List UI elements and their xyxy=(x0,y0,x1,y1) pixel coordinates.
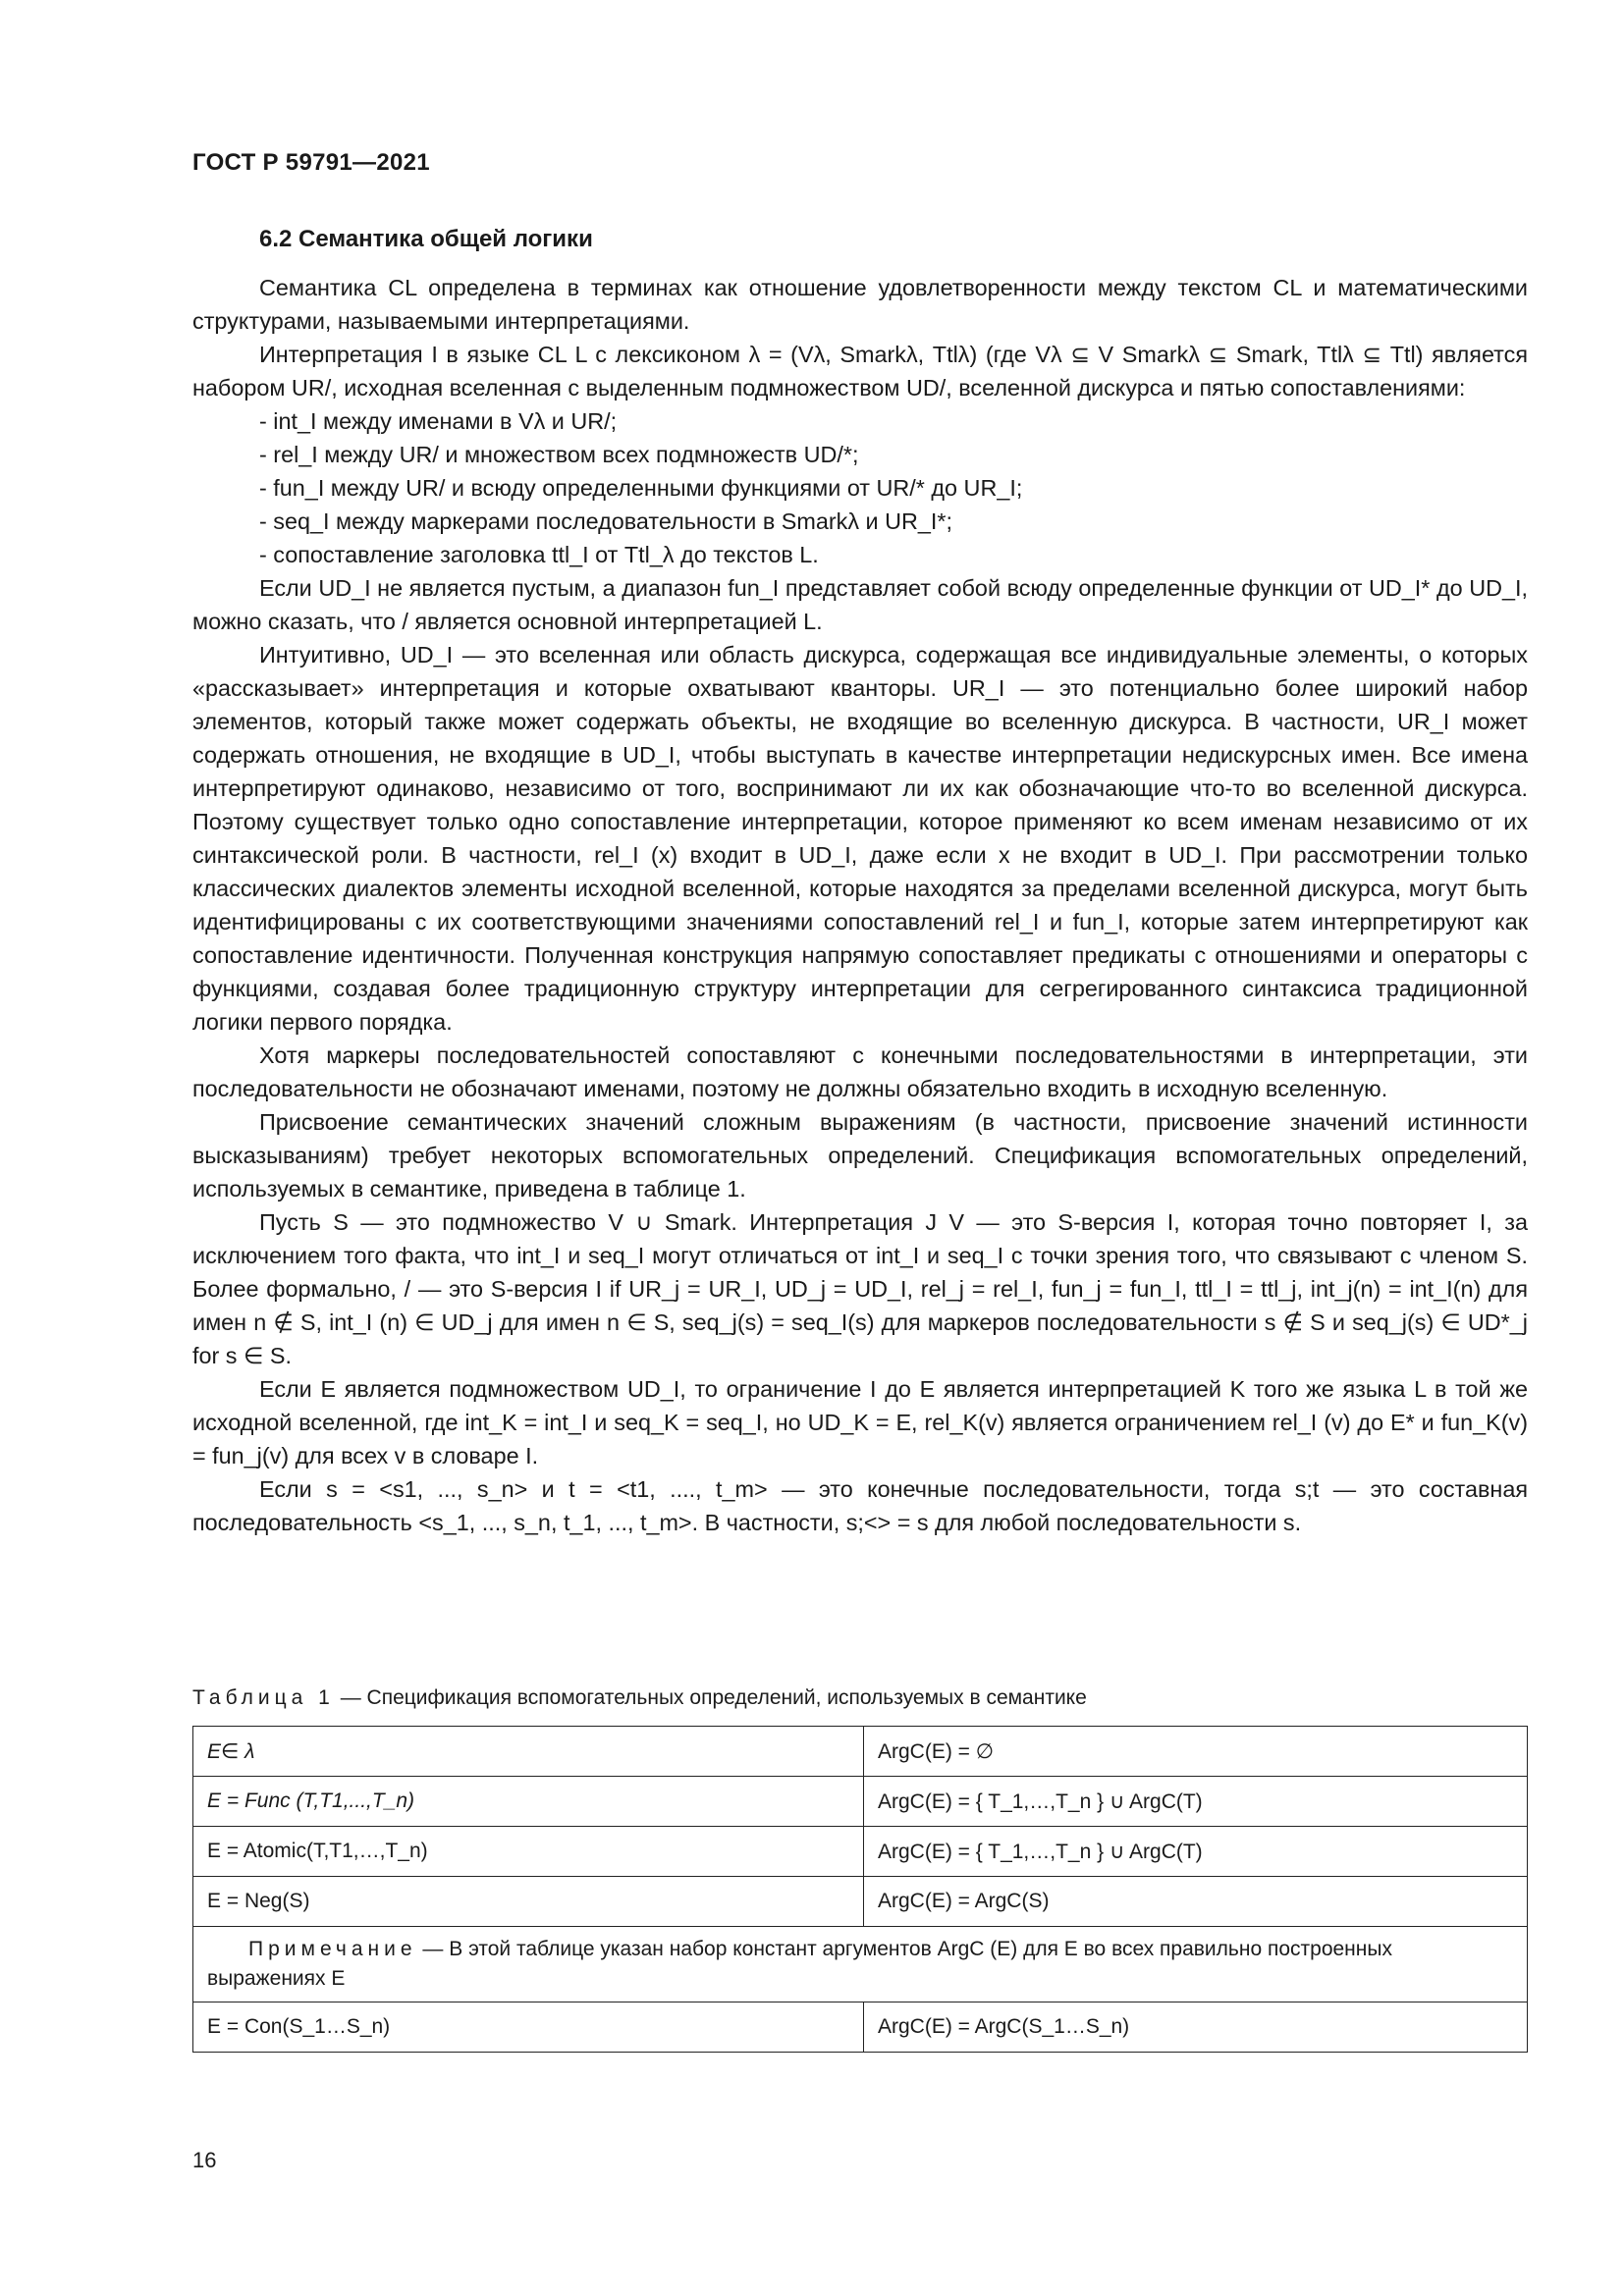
paragraph: Семантика CL определена в терминах как отношение удовлетворенности между текстом CL и математическими структурами, называемыми интерпретациями. xyxy=(192,275,1528,334)
table-cell: E = Con(S_1…S_n) xyxy=(193,2002,864,2053)
table-cell: ArgC(E) = ArgC(S) xyxy=(864,1877,1528,1927)
paragraph: Если E является подмножеством UD_I, то ограничение I до E является интерпретацией K того же языка L в той же исходной вселенной, где int_K = int_I и seq_K = seq_I, но UD_K = E, rel_K(v) является ограничением rel_I (v) до E* и fun_K(v) = fun_j(v) для всех v в словаре I. xyxy=(192,1376,1528,1468)
table-caption-text: — Спецификация вспомогательных определений, используемых в семантике xyxy=(334,1686,1087,1709)
page-number: 16 xyxy=(192,2148,217,2172)
table-cell: ArgC(E) = ∅ xyxy=(864,1727,1528,1777)
paragraph: Если s = <s1, ..., s_n> и t = <t1, ...., t_m> — это конечные последовательности, тогда s;t — это составная последовательность <s_1, ..., s_n, t_1, ..., t_m>. В частности, s;<> = s для любой последовательности s. xyxy=(192,1476,1528,1535)
note-text: — В этой таблице указан набор констант аргументов ArgC (E) для E во всех правильно построенных выражениях E xyxy=(207,1938,1392,1990)
table-cell: ArgC(E) = { T_1,…,T_n } ∪ ArgC(T) xyxy=(864,1827,1528,1877)
cell-text: E = Func (T,T1,...,T_n) xyxy=(207,1789,415,1812)
standard-header: ГОСТ Р 59791—2021 xyxy=(192,149,430,176)
cell-text: E∈ λ xyxy=(207,1739,255,1763)
table-note-row xyxy=(193,1927,1528,2002)
table-cell xyxy=(193,1727,864,1777)
list-item: - rel_I между UR/ и множеством всех подмножеств UD/*; xyxy=(259,442,859,467)
paragraph: Присвоение семантических значений сложным выражениям (в частности, присвоение значений истинности высказываниям) требует некоторых вспомогательных определений. Спецификация вспомогательных определений, используемых в семантике, приведена в таблице 1. xyxy=(192,1109,1528,1201)
table-cell: ArgC(E) = ArgC(S_1…S_n) xyxy=(864,2002,1528,2053)
table-cell: E = Neg(S) xyxy=(193,1877,864,1927)
table-cell: E = Atomic(T,T1,…,T_n) xyxy=(193,1827,864,1877)
list-item: - сопоставление заголовка ttl_I от Ttl_λ до текстов L. xyxy=(259,542,819,567)
table-caption xyxy=(192,1686,1087,1710)
note-label: Примечание xyxy=(248,1938,417,1960)
table-row xyxy=(193,1777,1528,1827)
table-note xyxy=(193,1927,1528,2002)
paragraph: Интуитивно, UD_I — это вселенная или область дискурса, содержащая все индивидуальные элементы, о которых «рассказывает» интерпретация и которые охватывают кванторы. UR_I — это потенциально более широкий набор элементов, который также может содержать объекты, не входящие во вселенную дискурса. В частности, UR_I может содержать отношения, не входящие в UD_I, чтобы выступать в качестве интерпретации недискурсных имен. Все имена интерпретируют одинаково, независимо от того, воспринимают ли их как обозначающие что-то во вселенной дискурса. Поэтому существует только одно сопоставление интерпретации, которое применяют ко всем именам независимо от их синтаксической роли. В частности, rel_I (x) входит в UD_I, даже если x не входит в UD_I. При рассмотрении только классических диалектов элементы исходной вселенной, которые находятся за пределами вселенной дискурса, могут быть идентифицированы с их соответствующими значениями сопоставлений rel_I и fun_I, которые затем интерпретируют как сопоставление идентичности. Полученная конструкция напрямую сопоставляет предикаты с отношениями и операторы с функциями, создавая более традиционную структуру интерпретации для сегрегированного синтаксиса традиционной логики первого порядка. xyxy=(192,642,1528,1035)
paragraph: Интерпретация I в языке CL L с лексиконом λ = (Vλ, Smarkλ, Ttlλ) (где Vλ ⊆ V Smarkλ ⊆ Smark, Ttlλ ⊆ Ttl) является набором UR/, исходная вселенная с выделенным подмножеством UD/, вселенной дискурса и пятью сопоставлениями: xyxy=(192,342,1528,400)
table-caption-label: Таблица 1 xyxy=(192,1686,335,1709)
spec-table xyxy=(192,1726,1528,2053)
paragraph: Если UD_I не является пустым, а диапазон fun_I представляет собой всюду определенные функции от UD_I* до UD_I, можно сказать, что / является основной интерпретацией L. xyxy=(192,575,1528,634)
section-title: 6.2 Семантика общей логики xyxy=(259,226,593,252)
table-row xyxy=(193,1827,1528,1877)
list-item: - seq_I между маркерами последовательности в Smarkλ и UR_I*; xyxy=(259,508,952,534)
table-cell xyxy=(193,1777,864,1827)
table-row xyxy=(193,2002,1528,2053)
table-row xyxy=(193,1877,1528,1927)
body-text xyxy=(192,271,1528,1539)
paragraph: Хотя маркеры последовательностей сопоставляют с конечными последовательностями в интерпретации, эти последовательности не обозначают именами, поэтому не должны обязательно входить в исходную вселенную. xyxy=(192,1042,1528,1101)
table-cell: ArgC(E) = { T_1,…,T_n } ∪ ArgC(T) xyxy=(864,1777,1528,1827)
list-item: - int_I между именами в Vλ и UR/; xyxy=(259,408,618,434)
paragraph: Пусть S — это подмножество V ∪ Smark. Интерпретация J V — это S-версия I, которая точно повторяет I, за исключением того факта, что int_I и seq_I могут отличаться от int_I и seq_I с точки зрения того, что связывают с членом S. Более формально, / — это S-версия I if UR_j = UR_I, UD_j = UD_I, rel_j = rel_I, fun_j = fun_I, ttl_I = ttl_j, int_j(n) = int_I(n) для имен n ∉ S, int_I (n) ∈ UD_j для имен n ∈ S, seq_j(s) = seq_I(s) для маркеров последовательности s ∉ S и seq_j(s) ∈ UD*_j for s ∈ S. xyxy=(192,1209,1528,1368)
table-row xyxy=(193,1727,1528,1777)
list-item: - fun_I между UR/ и всюду определенными функциями от UR/* до UR_I; xyxy=(259,475,1023,501)
